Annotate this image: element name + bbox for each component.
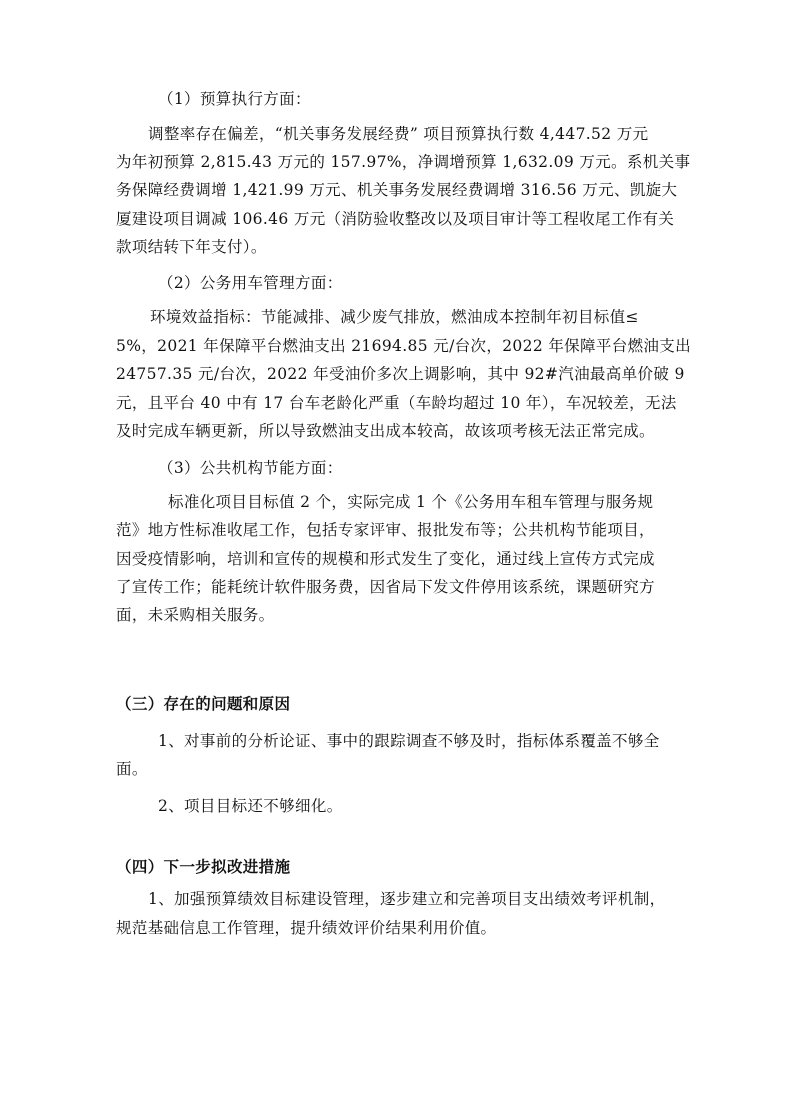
paragraph-line: 面，未采购相关服务。 bbox=[116, 606, 275, 624]
subsection-heading-public-energy-saving: （3）公共机构节能方面： bbox=[158, 459, 343, 477]
subsection-heading-vehicle-management: （2）公务用车管理方面： bbox=[158, 274, 343, 292]
section-heading-problems: （三）存在的问题和原因 bbox=[116, 695, 291, 713]
paragraph-line: 面。 bbox=[116, 760, 148, 778]
paragraph-line: 24757.35 元/台次，2022 年受油价多次上调影响，其中 92#汽油最高单价破 9 bbox=[116, 365, 685, 383]
paragraph-line: 元，且平台 40 中有 17 台车老龄化严重（车龄均超过 10 年），车况较差，无法 bbox=[116, 394, 677, 412]
paragraph-line: 1、对事前的分析论证、事中的跟踪调查不够及时，指标体系覆盖不够全 bbox=[158, 732, 660, 750]
paragraph-line: 因受疫情影响，培训和宣传的规模和形式发生了变化，通过线上宣传方式完成 bbox=[116, 550, 655, 568]
paragraph-line: 务保障经费调增 1,421.99 万元、机关事务发展经费调增 316.56 万元、凯旋大 bbox=[116, 181, 678, 199]
paragraph-line: 5%，2021 年保障平台燃油支出 21694.85 元/台次，2022 年保障平台燃油支出 bbox=[116, 337, 691, 355]
paragraph-line: 1、加强预算绩效目标建设管理，逐步建立和完善项目支出绩效考评机制， bbox=[148, 890, 666, 908]
paragraph-line: 厦建设项目调减 106.46 万元（消防验收整改以及项目审计等工程收尾工作有关 bbox=[116, 210, 675, 228]
paragraph-line: 了宣传工作；能耗统计软件服务费，因省局下发文件停用该系统，课题研究方 bbox=[116, 578, 655, 596]
paragraph-line: 规范基础信息工作管理，提升绩效评价结果利用价值。 bbox=[116, 919, 497, 937]
paragraph-line: 标准化项目目标值 2 个，实际完成 1 个《公务用车租车管理与服务规 bbox=[168, 493, 654, 511]
paragraph-line: 调整率存在偏差，“机关事务发展经费” 项目预算执行数 4,447.52 万元 bbox=[148, 125, 649, 143]
paragraph-line: 款项结转下年支付）。 bbox=[116, 238, 267, 256]
subsection-heading-budget-execution: （1）预算执行方面： bbox=[158, 90, 311, 108]
paragraph-line: 及时完成车辆更新，所以导致燃油支出成本较高，故该项考核无法正常完成。 bbox=[116, 422, 655, 440]
paragraph-line: 2、项目目标还不够细化。 bbox=[158, 797, 343, 815]
paragraph-line: 为年初预算 2,815.43 万元的 157.97%，净调增预算 1,632.09 万元。系机关事 bbox=[116, 153, 691, 171]
paragraph-line: 环境效益指标：节能减排、减少废气排放，燃油成本控制年初目标值≤ bbox=[150, 308, 639, 326]
paragraph-line: 范》地方性标准收尾工作，包括专家评审、报批发布等；公共机构节能项目， bbox=[116, 521, 655, 539]
section-heading-improvements: （四）下一步拟改进措施 bbox=[116, 858, 291, 876]
